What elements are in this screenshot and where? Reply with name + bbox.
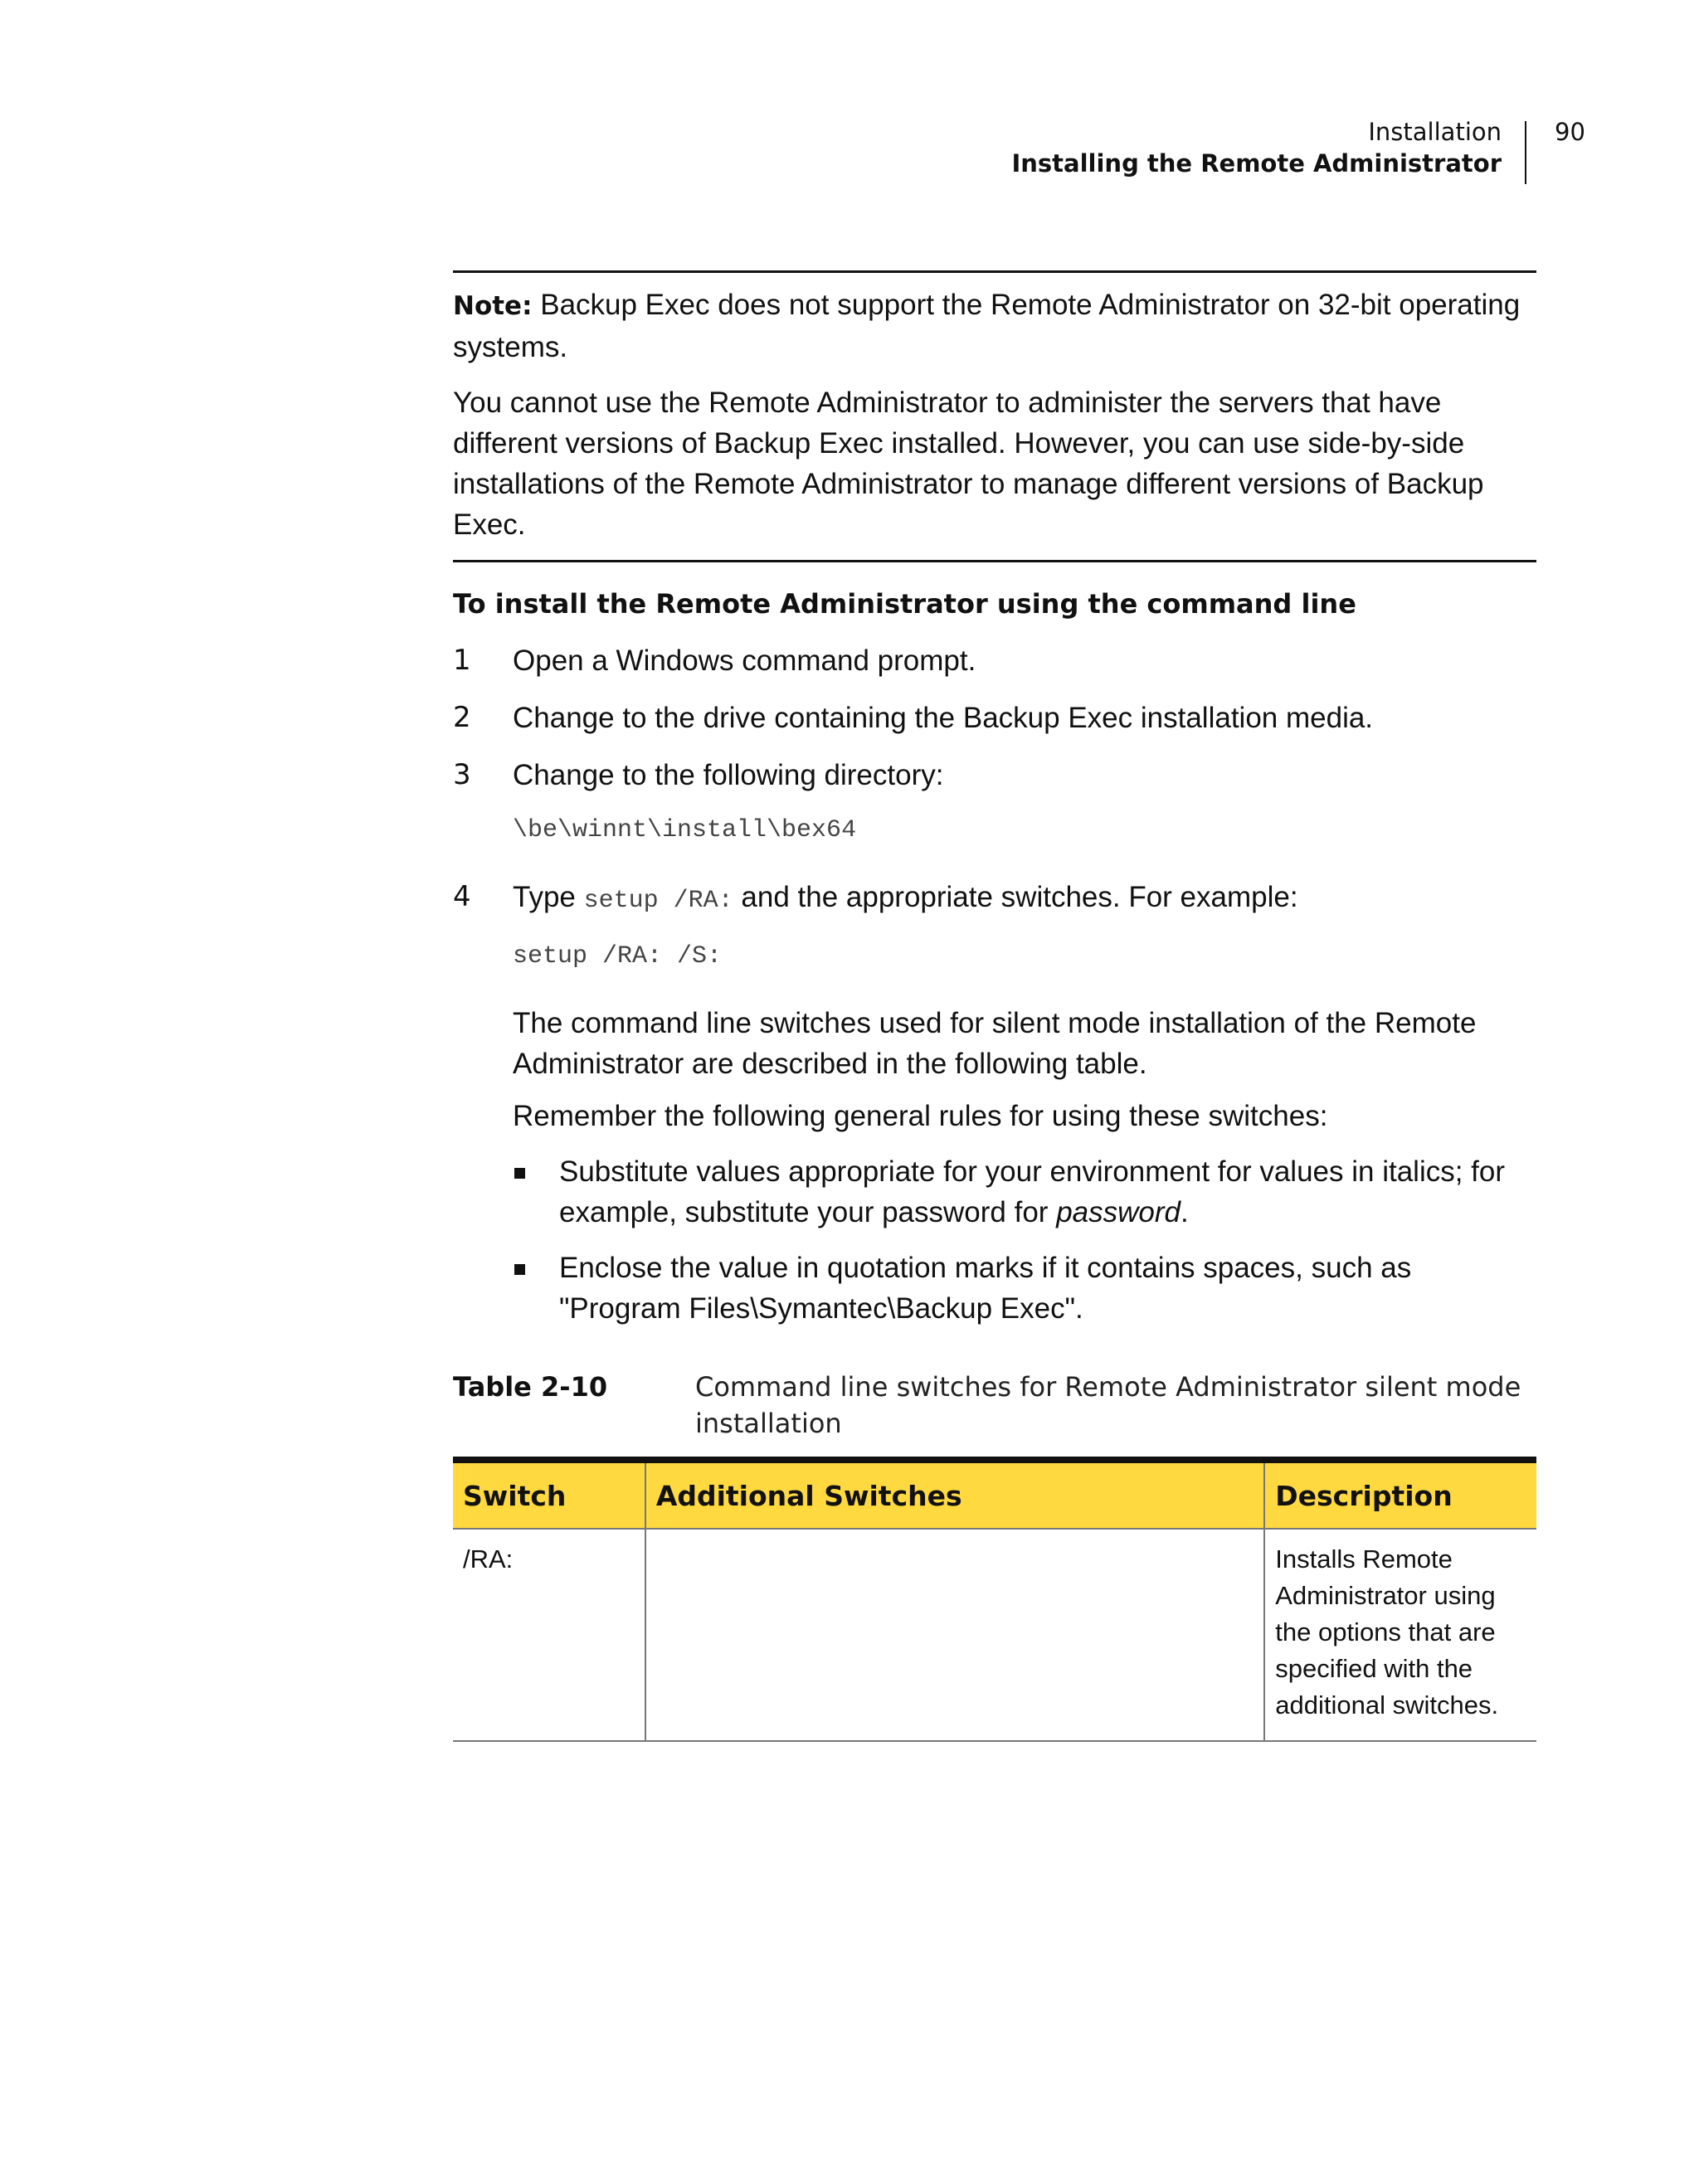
switches-description: The command line switches used for silent mode installation of the Remote Administrator are described in the following table. xyxy=(513,1007,1477,1080)
rule-text: Enclose the value in quotation marks if it contains spaces, such as "Program Files\Symantec\Backup Exec". xyxy=(559,1252,1412,1325)
note-paragraph-2: You cannot use the Remote Administrator to administer the servers that have different versions of Backup Exec installed. However, you can use side-by-side installations of the Remote Administrator to manage different versions of Backup Exec. xyxy=(453,387,1484,541)
step-3 xyxy=(453,755,1536,795)
rules-intro: Remember the following general rules for using these switches: xyxy=(513,1100,1328,1132)
step-number: 2 xyxy=(453,701,471,734)
header-subsection: Installing the Remote Administrator xyxy=(1011,149,1502,178)
note-label: Note: xyxy=(453,291,533,321)
table-row xyxy=(453,1529,1536,1741)
column-header-description: Description xyxy=(1264,1460,1536,1529)
table-caption-text: Command line switches for Remote Administrator silent mode installation xyxy=(695,1371,1521,1439)
step-text: Change to the drive containing the Backup Exec installation media. xyxy=(513,702,1374,734)
cell-switch: /RA: xyxy=(463,1544,514,1574)
rule-text: Substitute values appropriate for your environment for values in italics; for example, substitute your password for xyxy=(559,1155,1506,1228)
cell-additional xyxy=(645,1529,1264,1741)
table-label: Table 2-10 xyxy=(453,1371,608,1403)
step-text: Open a Windows command prompt. xyxy=(513,644,976,677)
step-number: 1 xyxy=(453,644,471,677)
square-bullet-icon xyxy=(514,1264,525,1275)
example-code: setup /RA: /S: xyxy=(513,942,723,970)
directory-code: \be\winnt\install\bex64 xyxy=(513,816,857,844)
note-text-1: Backup Exec does not support the Remote Administrator on 32-bit operating systems. xyxy=(453,289,1521,363)
header-divider xyxy=(1525,121,1526,184)
step-text-after: and the appropriate switches. For example: xyxy=(741,881,1298,913)
procedure-steps xyxy=(453,640,1536,1344)
table-header-row xyxy=(453,1460,1536,1529)
rule-item xyxy=(513,1151,1536,1233)
rule-end: . xyxy=(1180,1196,1189,1228)
square-bullet-icon xyxy=(514,1168,525,1179)
header-section: Installation xyxy=(1368,118,1502,146)
note-paragraph-1 xyxy=(453,285,1536,367)
step-text-before: Type xyxy=(513,881,576,913)
page-number: 90 xyxy=(1555,118,1585,146)
step-1 xyxy=(453,640,1536,681)
rule-item xyxy=(513,1248,1536,1329)
rule-italic: password xyxy=(1056,1196,1181,1228)
step-number: 4 xyxy=(453,880,471,913)
cell-description: Installs Remote Administrator using the options that are specified with the additional switches. xyxy=(1264,1529,1536,1741)
step-text: Change to the following directory: xyxy=(513,759,944,791)
column-header-switch: Switch xyxy=(453,1460,645,1529)
procedure-title: To install the Remote Administrator using the command line xyxy=(453,588,1356,620)
rules-list xyxy=(513,1151,1536,1329)
column-header-additional: Additional Switches xyxy=(645,1460,1264,1529)
switches-table xyxy=(453,1457,1536,1742)
step-4 xyxy=(453,877,1536,922)
step-2 xyxy=(453,698,1536,738)
inline-code: setup /RA: xyxy=(583,887,733,915)
note-block xyxy=(453,270,1536,562)
step-number: 3 xyxy=(453,758,471,791)
